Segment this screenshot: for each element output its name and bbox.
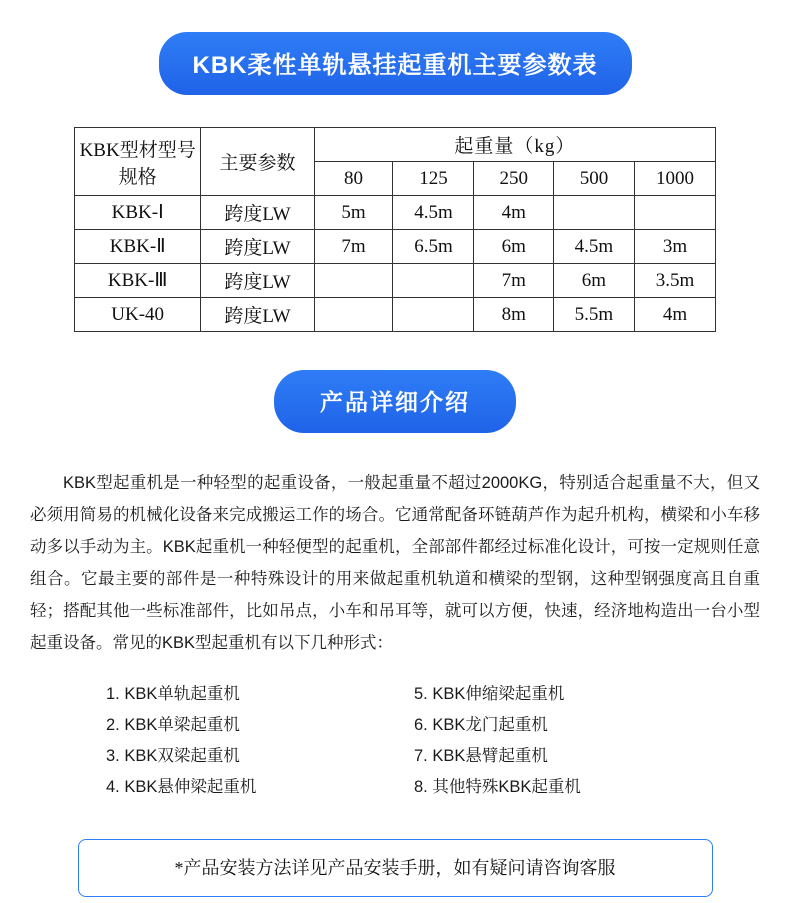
cell-value: 8m (474, 298, 553, 332)
cell-value: 4m (634, 298, 715, 332)
cell-value: 6m (474, 230, 553, 264)
cell-value: 4.5m (553, 230, 634, 264)
section-title: 产品详细介绍 (274, 370, 516, 433)
cell-model: UK-40 (75, 298, 201, 332)
list-item: 2. KBK单梁起重机 (106, 716, 240, 734)
cell-model: KBK-Ⅲ (75, 264, 201, 298)
cell-value: 5m (314, 196, 393, 230)
table-row (75, 196, 716, 230)
list-item: 1. KBK单轨起重机 (106, 685, 240, 703)
capacity-col-500: 500 (553, 162, 634, 196)
section-banner (0, 370, 790, 433)
cell-value: 4.5m (393, 196, 474, 230)
capacity-col-250: 250 (474, 162, 553, 196)
cell-value: 5.5m (553, 298, 634, 332)
table-row (75, 230, 716, 264)
column-header-capacity: 起重量（kg） (314, 128, 715, 162)
cell-model: KBK-Ⅰ (75, 196, 201, 230)
cell-value: 3m (634, 230, 715, 264)
table-header-row-1 (75, 128, 716, 162)
table-body (75, 196, 716, 332)
capacity-col-125: 125 (393, 162, 474, 196)
list-item: 6. KBK龙门起重机 (414, 716, 548, 734)
column-header-model-text: KBK型材型号规格 (79, 139, 196, 188)
cell-value: 6.5m (393, 230, 474, 264)
table-row (75, 298, 716, 332)
table-head (75, 128, 716, 196)
cell-value: 7m (474, 264, 553, 298)
table-row (75, 264, 716, 298)
cell-param: 跨度LW (201, 298, 314, 332)
list-column-left (106, 679, 376, 803)
list-item: 7. KBK悬臂起重机 (414, 747, 548, 765)
cell-param: 跨度LW (201, 196, 314, 230)
column-header-model (75, 128, 201, 196)
crane-type-list (0, 679, 790, 803)
cell-param: 跨度LW (201, 230, 314, 264)
capacity-col-80: 80 (314, 162, 393, 196)
cell-value (393, 298, 474, 332)
cell-model: KBK-Ⅱ (75, 230, 201, 264)
cell-value: 4m (474, 196, 553, 230)
title-banner (0, 0, 790, 95)
parameter-table-container (74, 127, 716, 332)
list-item: 5. KBK伸缩梁起重机 (414, 685, 565, 703)
cell-value: 6m (553, 264, 634, 298)
list-column-right (414, 679, 684, 803)
page-title: KBK柔性单轨悬挂起重机主要参数表 (159, 32, 632, 95)
list-item: 8. 其他特殊KBK起重机 (414, 778, 581, 796)
cell-value: 7m (314, 230, 393, 264)
list-item: 4. KBK悬伸梁起重机 (106, 778, 257, 796)
cell-value (634, 196, 715, 230)
description-paragraph: KBK型起重机是一种轻型的起重设备，一般起重量不超过2000KG，特别适合起重量不大，但又必须用简易的机械化设备来完成搬运工作的场合。它通常配备环链葫芦作为起升机构，横梁和小车移动多以手动为主。KBK起重机一种轻便型的起重机，全部部件都经过标准化设计，可按一定规则任意组合。它最主要的部件是一种特殊设计的用来做起重机轨道和横梁的型钢，这种型钢强度高且自重轻；搭配其他一些标准部件，比如吊点，小车和吊耳等，就可以方便，快速，经济地构造出一台小型起重设备。常见的KBK型起重机有以下几种形式： (30, 474, 760, 652)
cell-value (553, 196, 634, 230)
cell-param: 跨度LW (201, 264, 314, 298)
list-item: 3. KBK双梁起重机 (106, 747, 240, 765)
cell-value: 3.5m (634, 264, 715, 298)
cell-value (314, 264, 393, 298)
cell-value (314, 298, 393, 332)
parameter-table (74, 127, 716, 332)
column-header-param: 主要参数 (201, 128, 314, 196)
cell-value (393, 264, 474, 298)
capacity-col-1000: 1000 (634, 162, 715, 196)
footnote-container (78, 839, 713, 897)
footnote-text: *产品安装方法详见产品安装手册，如有疑问请咨询客服 (78, 839, 713, 897)
